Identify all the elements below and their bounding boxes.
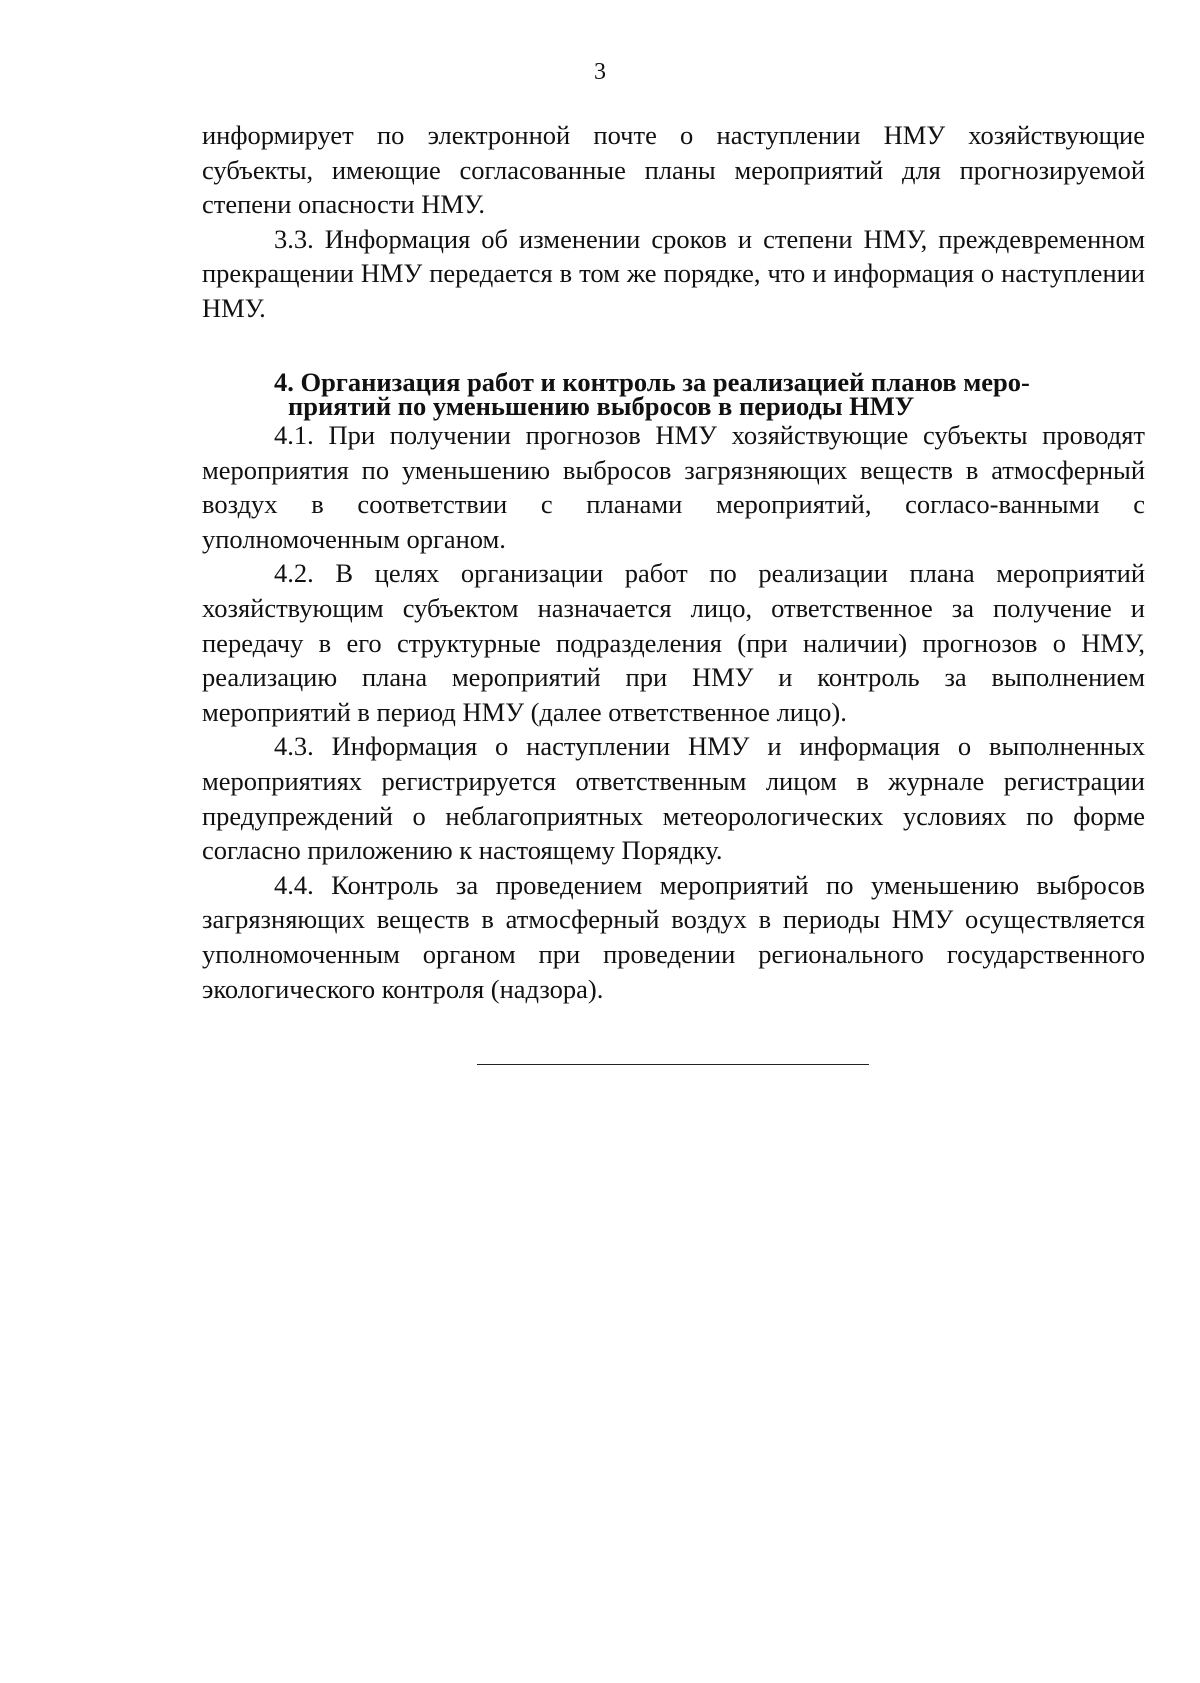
paragraph-4-4: 4.4. Контроль за проведением мероприятий по уменьшению выбросов загрязняющих веществ в атмосферный воздух в периоды НМУ осуществляется уполномоченным органом при проведении регионального государственного экологического контроля (надзора). <box>202 869 1145 1004</box>
paragraph-3-3: 3.3. Информация об изменении сроков и степени НМУ, преждевременном прекращении НМУ передается в том же порядке, что и информация о наступлении НМУ. <box>202 223 1145 323</box>
paragraph-4-2: 4.2. В целях организации работ по реализации плана мероприятий хозяйствующим субъектом назначается лицо, ответственное за получение и передачу в его структурные подразделения (при наличии) прогнозов о НМУ, реализацию плана мероприятий при НМУ и контроль за выполнением мероприятий в период НМУ (далее ответственное лицо). <box>202 558 1145 727</box>
page-number: 3 <box>594 59 606 85</box>
section-4-heading <box>202 367 1145 421</box>
paragraph-continuation: информирует по электронной почте о наступлении НМУ хозяйствующие субъекты, имеющие согласованные планы мероприятий для прогнозируемой степени опасности НМУ. <box>202 120 1145 220</box>
section-heading-line-2: приятий по уменьшению выбросов в периоды НМУ <box>288 391 915 421</box>
intro-text-block <box>202 118 1145 326</box>
section-heading-line-1: 4. Организация работ и контроль за реализацией планов меро- <box>274 367 1030 397</box>
paragraph-4-3: 4.3. Информация о наступлении НМУ и информация о выполненных мероприятиях регистрируется ответственным лицом в журнале регистрации предупреждений о неблагоприятных метеорологических условиях по форме согласно приложению к настоящему Порядку. <box>202 731 1145 866</box>
paragraph-4-1: 4.1. При получении прогнозов НМУ хозяйствующие субъекты проводят мероприятия по уменьшению выбросов загрязняющих веществ в атмосферный воздух в соответствии с планами мероприятий, согласо-ванными с уполномоченным органом. <box>202 420 1145 554</box>
closing-divider-line <box>477 1064 869 1065</box>
section-4-text-block <box>202 418 1145 1006</box>
